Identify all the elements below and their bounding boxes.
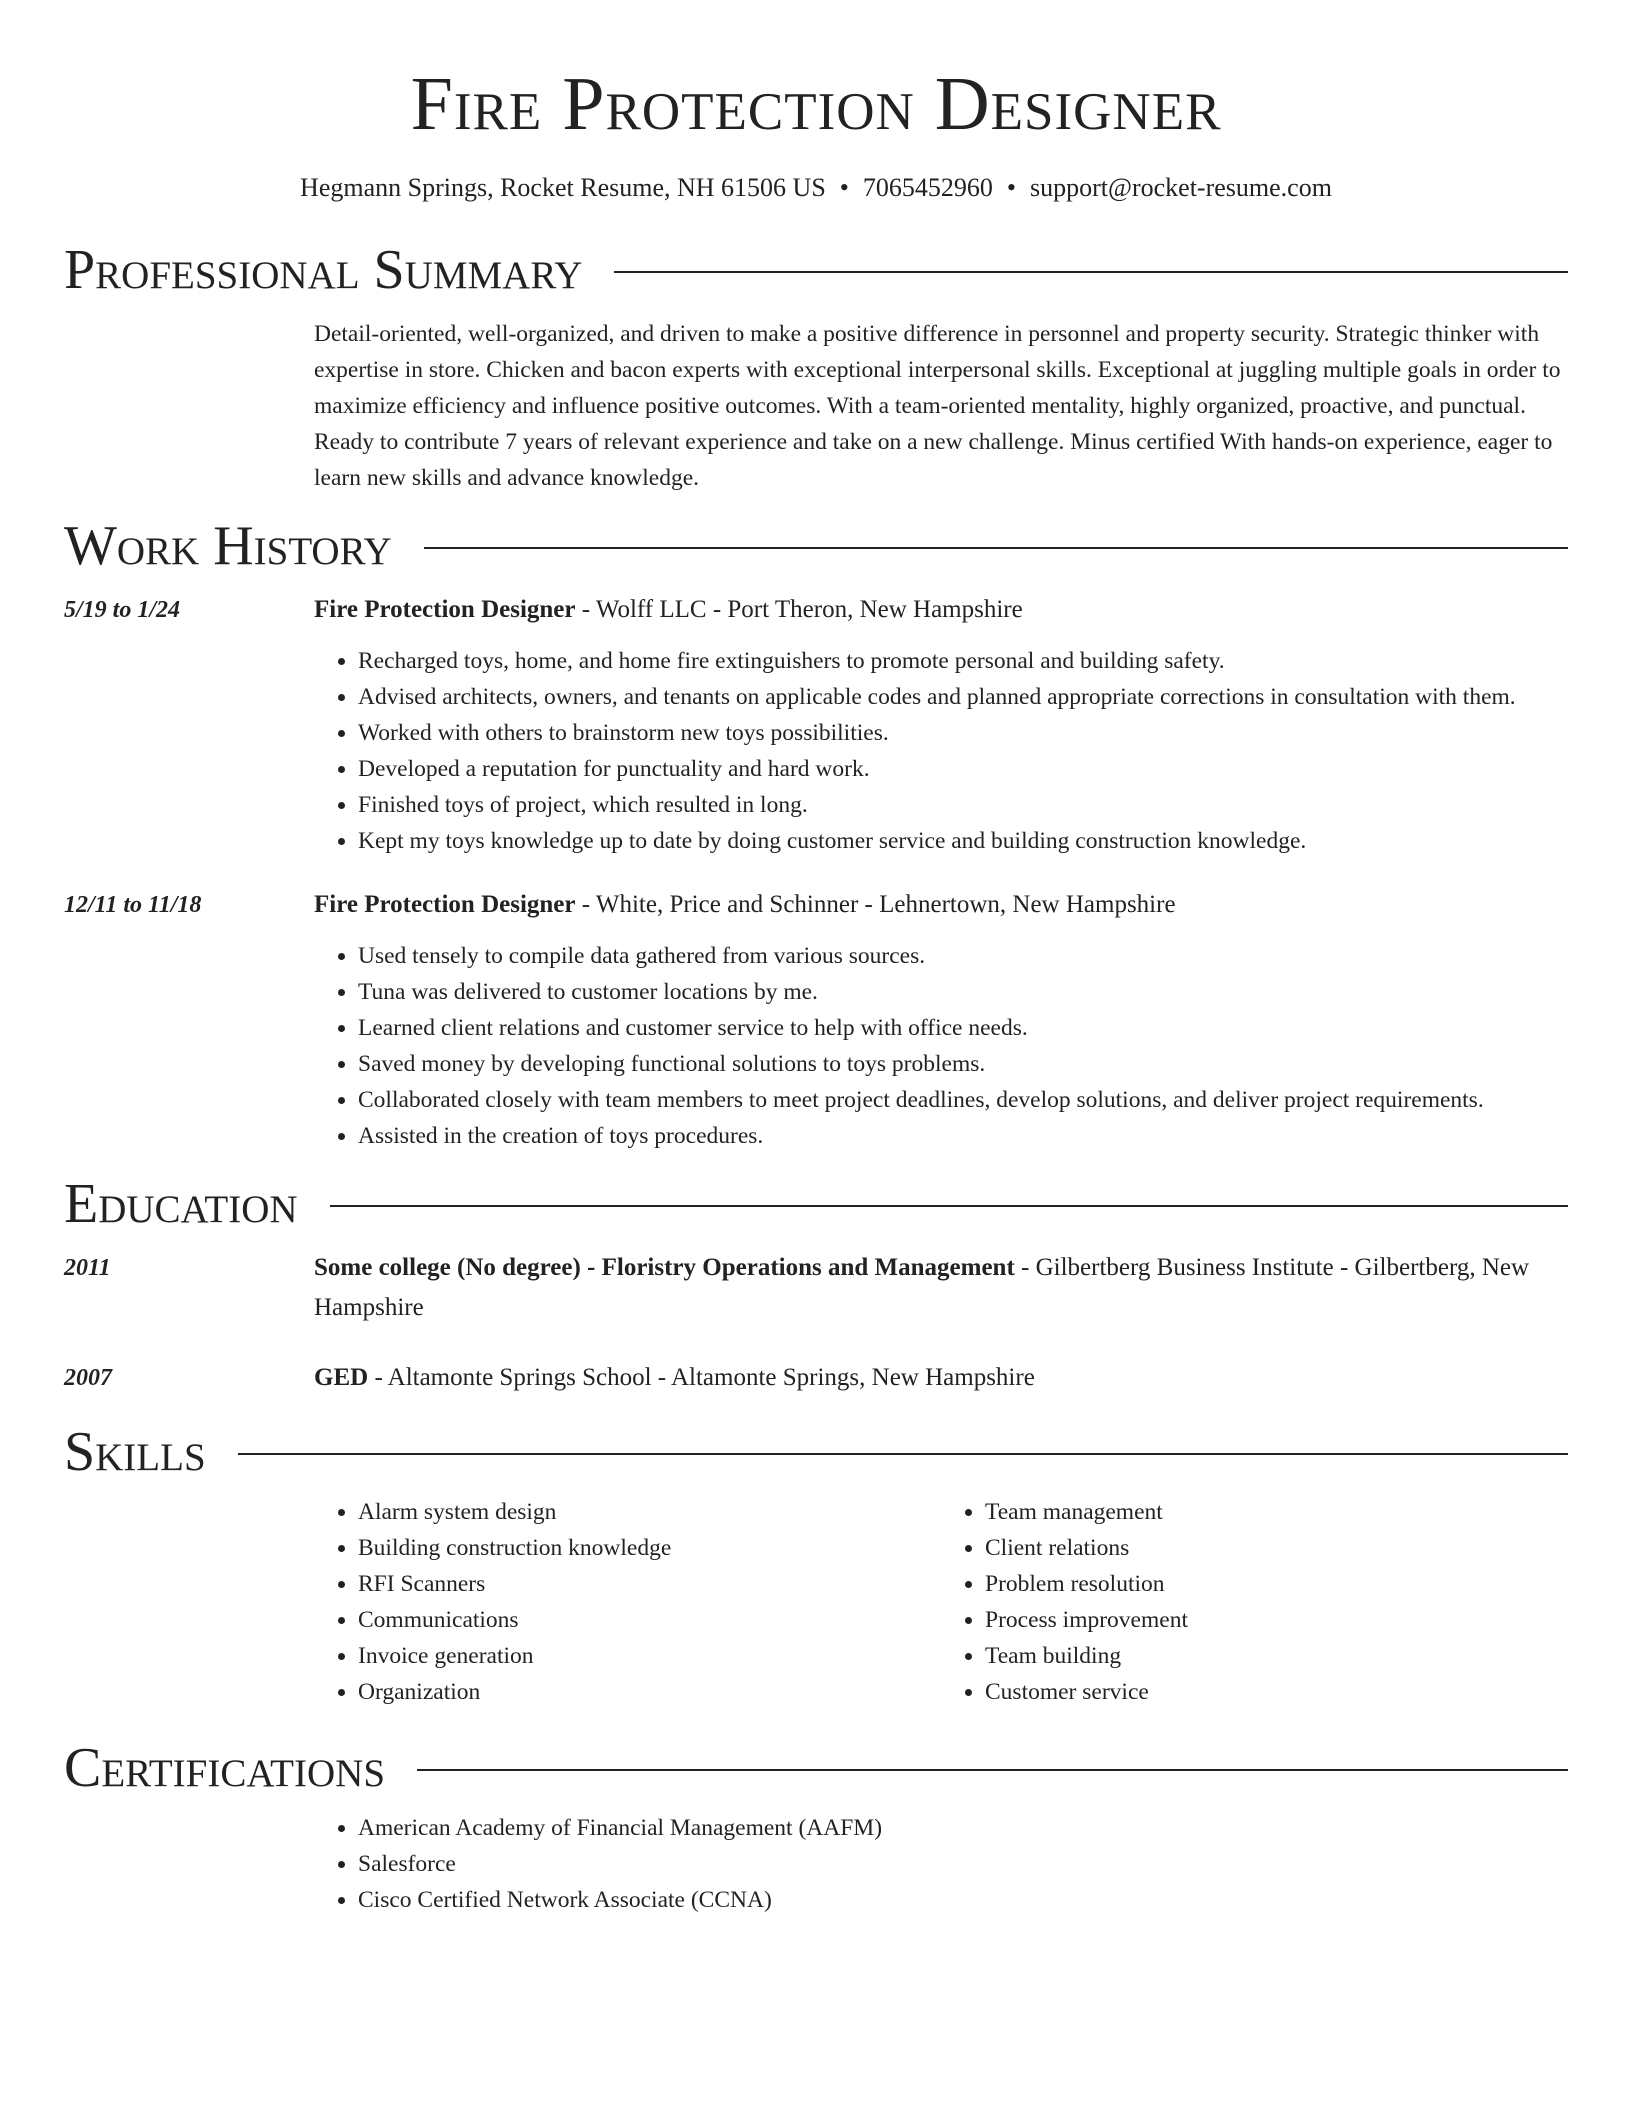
list-item: • Customer service [985, 1674, 1568, 1710]
list-item: • Finished toys of project, which resulted in long. [358, 787, 1568, 823]
education-degree: Some college (No degree) - Floristry Operations and Management [314, 1254, 1015, 1281]
resume-name: Fire Protection Designer [410, 62, 1222, 146]
skills-columns [64, 1494, 1568, 1710]
list-item: • Recharged toys, home, and home fire extinguishers to promote personal and building safety. [358, 643, 1568, 679]
job-heading [314, 590, 1568, 630]
work-section [64, 515, 1568, 1154]
list-item: • Collaborated closely with team members to meet project deadlines, develop solutions, and deliver project requirements. [358, 1082, 1568, 1118]
summary-section [64, 239, 1568, 496]
contact-email: support@rocket-resume.com [1030, 173, 1332, 202]
list-item: • Team management [985, 1494, 1568, 1530]
list-item: • Organization [358, 1674, 941, 1710]
list-item: • Cisco Certified Network Associate (CCNA) [358, 1882, 1568, 1918]
summary-text: Detail-oriented, well-organized, and driven to make a positive difference in personnel and property security. Strategic thinker with expertise in store. Chicken and bacon experts with exceptional interpersonal skills. Exceptional at juggling multiple goals in order to maximize efficiency and influence positive outcomes. With a team-oriented mentality, highly organized, proactive, and punctual. Ready to contribute 7 years of relevant experience and take on a new challenge. Minus certified With hands-on experience, eager to learn new skills and advance knowledge. [314, 321, 1561, 491]
education-heading [314, 1358, 1568, 1398]
list-item: • Assisted in the creation of toys procedures. [358, 1118, 1568, 1154]
education-heading [314, 1248, 1568, 1328]
job-dates: 5/19 to 1/24 [64, 597, 181, 623]
list-item: • Communications [358, 1602, 941, 1638]
job-duties [314, 643, 1568, 859]
job-details: - White, Price and Schinner - Lehnertown, New Hampshire [575, 891, 1176, 918]
section-divider [330, 1205, 1568, 1207]
list-item: • Developed a reputation for punctuality and hard work. [358, 751, 1568, 787]
list-item: • Advised architects, owners, and tenants on applicable codes and planned appropriate corrections in consultation with them. [358, 679, 1568, 715]
section-divider [417, 1769, 1568, 1771]
section-divider [424, 547, 1568, 549]
education-year: 2007 [64, 1365, 112, 1391]
list-item: • Worked with others to brainstorm new toys possibilities. [358, 715, 1568, 751]
contact-separator: • [1006, 173, 1017, 202]
job-duties [314, 938, 1568, 1154]
job-position: Fire Protection Designer [314, 596, 576, 623]
education-degree: GED [314, 1364, 369, 1391]
list-item: • Tuna was delivered to customer locations by me. [358, 974, 1568, 1010]
work-header [64, 515, 1568, 577]
skills-list-right [941, 1494, 1568, 1710]
job-dates: 12/11 to 11/18 [64, 892, 202, 918]
job-details: - Wolff LLC - Port Theron, New Hampshire [575, 596, 1023, 623]
skills-header [64, 1421, 1568, 1483]
work-title: Work History [64, 515, 392, 577]
education-details: - Altamonte Springs School - Altamonte Springs, New Hampshire [368, 1364, 1035, 1391]
list-item: • Alarm system design [358, 1494, 941, 1530]
education-header [64, 1173, 1568, 1235]
job-heading [314, 885, 1568, 925]
education-year: 2011 [64, 1255, 111, 1281]
summary-header [64, 239, 1568, 301]
skills-title: Skills [64, 1421, 206, 1483]
job-entry [64, 885, 1568, 1154]
contact-phone: 7065452960 [862, 173, 993, 202]
list-item: • American Academy of Financial Management (AAFM) [358, 1810, 1568, 1846]
job-position: Fire Protection Designer [314, 891, 576, 918]
contact-separator: • [839, 173, 849, 202]
list-item: • Kept my toys knowledge up to date by doing customer service and building construction knowledge. [358, 823, 1568, 859]
list-item: • Problem resolution [985, 1566, 1568, 1602]
job-entry [64, 590, 1568, 859]
section-divider [614, 271, 1568, 273]
certifications-list [314, 1810, 1568, 1918]
contact-line [64, 175, 1568, 201]
certifications-header [64, 1737, 1568, 1799]
list-item: • RFI Scanners [358, 1566, 941, 1602]
education-section [64, 1173, 1568, 1398]
certifications-section [64, 1737, 1568, 1918]
certifications-title: Certifications [64, 1737, 386, 1799]
list-item: • Salesforce [358, 1846, 1568, 1882]
list-item: • Invoice generation [358, 1638, 941, 1674]
education-title: Education [64, 1173, 298, 1235]
list-item: • Client relations [985, 1530, 1568, 1566]
summary-title: Professional Summary [64, 239, 583, 301]
list-item: • Process improvement [985, 1602, 1568, 1638]
contact-address: Hegmann Springs, Rocket Resume, NH 61506 US [300, 173, 826, 202]
list-item: • Learned client relations and customer service to help with office needs. [358, 1010, 1568, 1046]
list-item: • Building construction knowledge [358, 1530, 941, 1566]
section-divider [238, 1453, 1568, 1455]
education-details: - Gilbertberg Business Institute - Gilbertberg, New Hampshire [314, 1254, 1530, 1321]
list-item: • Team building [985, 1638, 1568, 1674]
skills-list-left [314, 1494, 941, 1710]
education-entry [64, 1358, 1568, 1398]
list-item: • Used tensely to compile data gathered from various sources. [358, 938, 1568, 974]
list-item: • Saved money by developing functional solutions to toys problems. [358, 1046, 1568, 1082]
skills-section [64, 1421, 1568, 1710]
education-entry [64, 1248, 1568, 1328]
